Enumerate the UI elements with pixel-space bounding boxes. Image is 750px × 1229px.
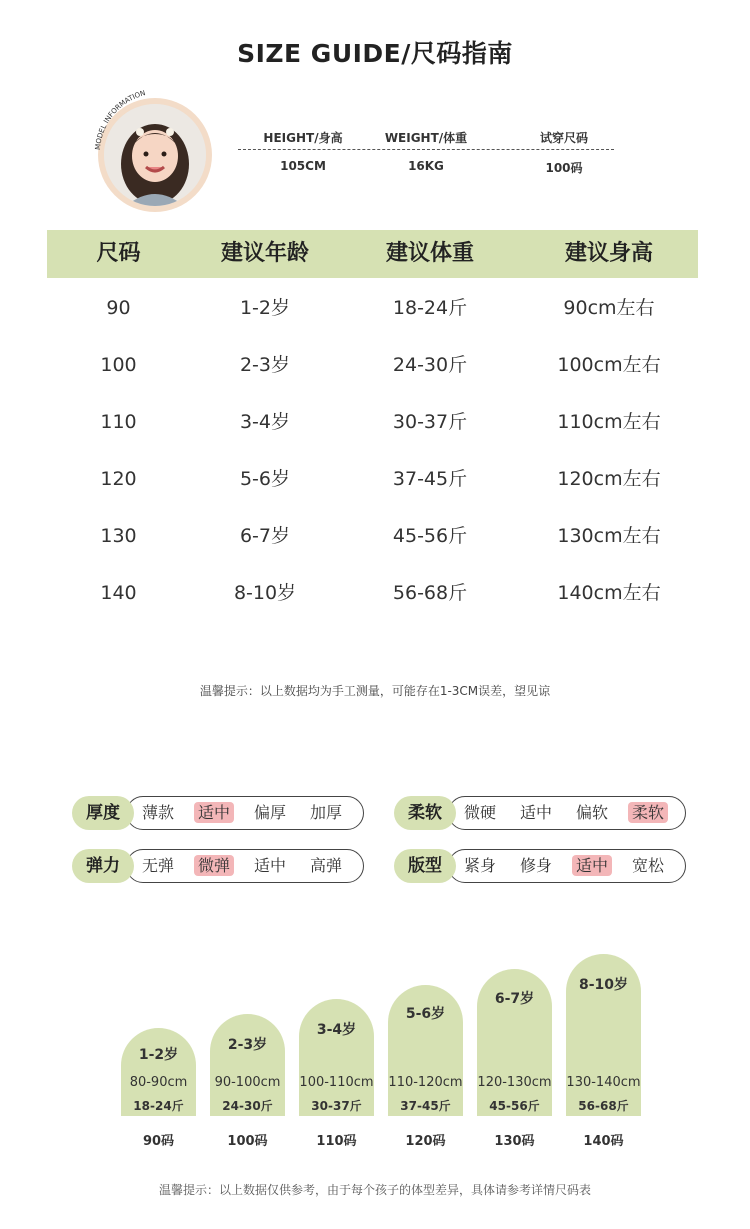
attr-elasticity xyxy=(72,849,362,883)
cell-age: 8-10岁 xyxy=(233,582,297,604)
growth-height: 110-120cm xyxy=(388,1075,463,1090)
size-table-header xyxy=(47,230,698,278)
cell-size: 140 xyxy=(100,582,137,604)
attr-option: 偏厚 xyxy=(253,803,286,822)
cell-height: 140cm左右 xyxy=(557,582,661,604)
growth-size: 90码 xyxy=(142,1134,175,1149)
cell-height: 110cm左右 xyxy=(557,411,661,433)
header-height: 建议身高 xyxy=(564,241,653,266)
table-row xyxy=(47,565,698,622)
growth-weight: 18-24斤 xyxy=(133,1099,184,1113)
cell-weight: 56-68斤 xyxy=(392,582,468,604)
cell-size: 120 xyxy=(100,468,137,490)
growth-weight: 30-37斤 xyxy=(311,1099,362,1113)
model-size-value: 100码 xyxy=(545,161,583,175)
attr-thickness xyxy=(72,796,362,830)
model-height-value: 105CM xyxy=(280,159,326,173)
attr-option: 加厚 xyxy=(309,803,342,822)
svg-text:MODEL INFORMATION xyxy=(94,89,146,150)
growth-age: 1-2岁 xyxy=(138,1047,179,1063)
cell-age: 2-3岁 xyxy=(239,354,291,376)
growth-age: 6-7岁 xyxy=(494,991,535,1007)
model-weight-header: WEIGHT/体重 xyxy=(384,131,468,145)
growth-height: 130-140cm xyxy=(566,1075,641,1090)
growth-weight: 37-45斤 xyxy=(400,1099,451,1113)
header-size: 尺码 xyxy=(96,241,141,266)
growth-size: 100码 xyxy=(227,1134,268,1149)
growth-age: 5-6岁 xyxy=(405,1006,446,1022)
attr-option: 柔软 xyxy=(625,796,671,830)
reference-note: 温馨提示：以上数据仅供参考，由于每个孩子的体型差异，具体请参考详情尺码表 xyxy=(158,1183,591,1197)
cell-weight: 37-45斤 xyxy=(392,468,468,490)
cell-weight: 24-30斤 xyxy=(392,354,468,376)
cell-size: 130 xyxy=(100,525,137,547)
growth-height: 100-110cm xyxy=(299,1075,374,1090)
attr-label: 厚度 xyxy=(72,796,134,830)
cell-weight: 45-56斤 xyxy=(392,525,468,547)
attr-option: 紧身 xyxy=(463,856,496,875)
growth-height: 80-90cm xyxy=(129,1075,188,1090)
cell-height: 120cm左右 xyxy=(557,468,661,490)
attr-option: 高弹 xyxy=(309,856,342,875)
cell-size: 90 xyxy=(106,297,131,319)
page-title: SIZE GUIDE/尺码指南 xyxy=(237,39,513,68)
cell-height: 130cm左右 xyxy=(557,525,661,547)
growth-size: 130码 xyxy=(494,1134,535,1149)
model-arc-label: MODEL INFORMATION xyxy=(93,89,147,151)
cell-size: 100 xyxy=(100,354,137,376)
cell-height: 90cm左右 xyxy=(563,297,655,319)
cell-weight: 30-37斤 xyxy=(392,411,468,433)
attr-softness xyxy=(394,796,684,830)
model-size-header: 试穿尺码 xyxy=(539,131,588,145)
cell-age: 3-4岁 xyxy=(239,411,291,433)
attr-label: 弹力 xyxy=(72,849,134,883)
header-age: 建议年龄 xyxy=(220,241,309,266)
growth-height: 90-100cm xyxy=(214,1075,281,1090)
attr-label: 柔软 xyxy=(394,796,456,830)
cell-age: 5-6岁 xyxy=(239,468,291,490)
attr-option: 宽松 xyxy=(631,856,664,875)
attr-option: 适中 xyxy=(569,849,615,883)
attr-option: 适中 xyxy=(191,796,237,830)
attr-option: 微弹 xyxy=(191,849,237,883)
table-row xyxy=(47,451,698,508)
model-height-header: HEIGHT/身高 xyxy=(263,131,343,145)
table-row xyxy=(47,280,698,337)
attr-option: 薄款 xyxy=(141,803,174,822)
growth-size: 120码 xyxy=(405,1134,446,1149)
growth-weight: 45-56斤 xyxy=(489,1099,540,1113)
attr-fit xyxy=(394,849,684,883)
model-weight-value: 16KG xyxy=(408,159,444,173)
model-divider xyxy=(238,149,614,150)
growth-size: 110码 xyxy=(316,1134,357,1149)
growth-age: 3-4岁 xyxy=(316,1022,357,1038)
cell-size: 110 xyxy=(100,411,137,433)
attr-option: 偏软 xyxy=(575,803,608,822)
header-weight: 建议体重 xyxy=(385,241,474,266)
measurement-note: 温馨提示：以上数据均为手工测量，可能存在1-3CM误差，望见谅 xyxy=(199,684,551,698)
growth-size: 140码 xyxy=(583,1134,624,1149)
growth-age: 2-3岁 xyxy=(227,1037,268,1053)
model-information-arc xyxy=(78,78,238,168)
attr-option: 无弹 xyxy=(141,856,174,875)
table-row xyxy=(47,508,698,565)
cell-height: 100cm左右 xyxy=(557,354,661,376)
table-row xyxy=(47,337,698,394)
cell-age: 1-2岁 xyxy=(239,297,291,319)
attr-option: 适中 xyxy=(253,856,286,875)
attr-option: 微硬 xyxy=(463,803,496,822)
cell-age: 6-7岁 xyxy=(239,525,291,547)
growth-height: 120-130cm xyxy=(477,1075,552,1090)
attr-option: 适中 xyxy=(519,803,552,822)
growth-age: 8-10岁 xyxy=(578,977,629,993)
growth-weight: 56-68斤 xyxy=(578,1099,629,1113)
attr-option: 修身 xyxy=(519,856,552,875)
cell-weight: 18-24斤 xyxy=(392,297,468,319)
growth-weight: 24-30斤 xyxy=(222,1099,273,1113)
attr-label: 版型 xyxy=(394,849,456,883)
table-row xyxy=(47,394,698,451)
